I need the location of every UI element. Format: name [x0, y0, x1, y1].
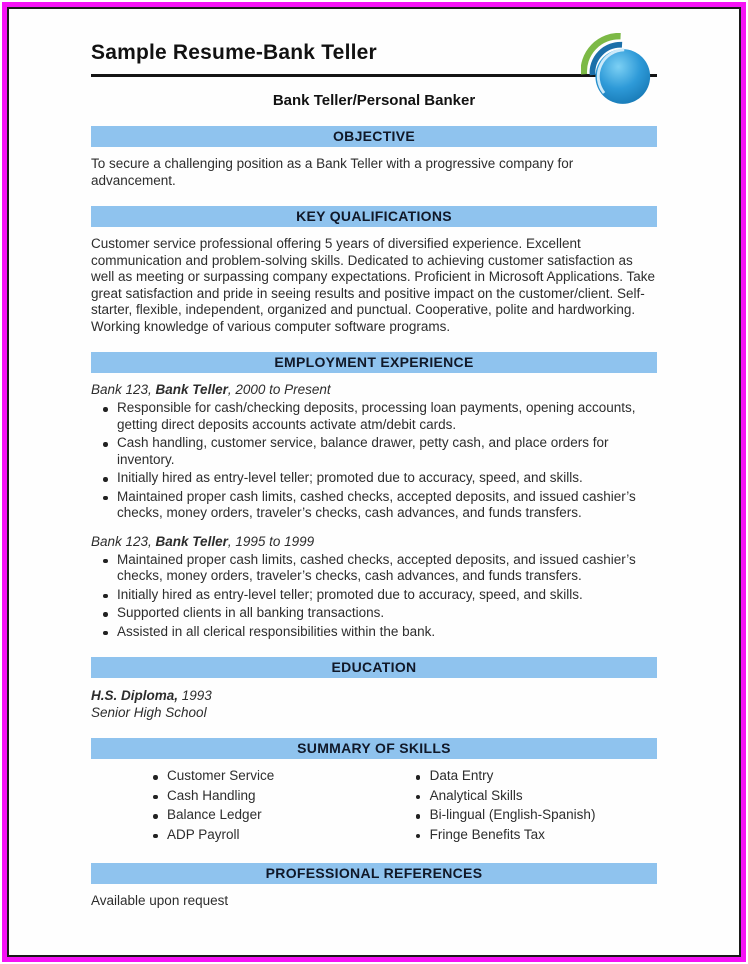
objective-text: To secure a challenging position as a Bank Teller with a progressive company for advancement. [91, 156, 574, 188]
education-entry [91, 687, 657, 721]
section-objective [91, 126, 657, 189]
skill-item: Balance Ledger [167, 807, 414, 824]
education-degree-line [91, 687, 657, 704]
skills-columns [91, 768, 657, 846]
employment-heading: EMPLOYMENT EXPERIENCE [91, 352, 657, 373]
skill-item: Analytical Skills [430, 788, 657, 805]
bullet-item: Assisted in all clerical responsibilities within the bank. [117, 624, 657, 641]
job-2-bullet-list [91, 552, 657, 641]
section-key-qualifications [91, 206, 657, 335]
key-qualifications-heading: KEY QUALIFICATIONS [91, 206, 657, 227]
job-1-heading [91, 382, 657, 397]
skills-column-left [91, 768, 414, 846]
resume-header [91, 41, 657, 65]
skill-item: Cash Handling [167, 788, 414, 805]
skills-heading: SUMMARY OF SKILLS [91, 738, 657, 759]
references-heading: PROFESSIONAL REFERENCES [91, 863, 657, 884]
resume-subtitle: Bank Teller/Personal Banker [272, 92, 476, 109]
section-education [91, 657, 657, 721]
education-heading: EDUCATION [91, 657, 657, 678]
objective-heading: OBJECTIVE [91, 126, 657, 147]
job-2-heading [91, 534, 657, 549]
section-employment-experience [91, 352, 657, 640]
section-summary-of-skills [91, 738, 657, 846]
job-entry-1 [91, 382, 657, 522]
company-logo [581, 33, 653, 107]
education-school: Senior High School [91, 705, 207, 720]
skills-column-right [414, 768, 657, 846]
skills-list-left [91, 768, 414, 843]
job-1-bullet-list [91, 400, 657, 522]
globe-swoosh-icon [581, 33, 653, 107]
job-1-title: Bank Teller [155, 382, 228, 397]
bullet-item: Maintained proper cash limits, cashed checks, accepted deposits, and issued cashier’s checks, money orders, traveler’s checks, cash advances, and funds transfers. [117, 489, 657, 522]
resume-page [7, 7, 741, 957]
job-2-title: Bank Teller [155, 533, 228, 549]
header-divider [91, 74, 657, 77]
bullet-item: Supported clients in all banking transactions. [117, 605, 657, 622]
degree-year: 1993 [181, 688, 212, 703]
job-2-dates: , 1995 to 1999 [227, 533, 315, 549]
key-qualifications-text: Customer service professional offering 5 years of diversified experience. Excellent communication and problem-solving skills. Dedicated to achieving customer satisfaction as well as meeting or surpassing company expectations. Proficient in Microsoft Applications. Take great satisfaction and pride in seeing results and positive impact on the customer/client. Self-starter, flexible, independent, organized and punctual. Cooperative, polite and hardworking. Working knowledge of various computer software programs. [91, 236, 656, 334]
page-frame [2, 2, 746, 962]
skill-item: Data Entry [430, 768, 657, 785]
bullet-item: Initially hired as entry-level teller; promoted due to accuracy, speed, and skills. [117, 470, 657, 487]
skill-item: ADP Payroll [167, 827, 414, 844]
section-professional-references [91, 863, 657, 910]
skill-item: Fringe Benefits Tax [430, 827, 657, 844]
skill-item: Bi-lingual (English-Spanish) [430, 807, 657, 824]
references-text: Available upon request [91, 893, 229, 908]
bullet-item: Initially hired as entry-level teller; promoted due to accuracy, speed, and skills. [117, 587, 657, 604]
bullet-item: Responsible for cash/checking deposits, processing loan payments, opening accounts, getting direct deposits accounts activate atm/debit cards. [117, 400, 657, 433]
skill-item: Customer Service [167, 768, 414, 785]
job-1-dates: , 2000 to Present [227, 382, 331, 397]
bullet-item: Cash handling, customer service, balance drawer, petty cash, and place orders for inventory. [117, 435, 657, 468]
degree-name: H.S. Diploma, [91, 688, 182, 703]
bullet-item: Maintained proper cash limits, cashed checks, accepted deposits, and issued cashier’s checks, money orders, traveler’s checks, cash advances, and funds transfers. [117, 552, 657, 585]
skills-list-right [414, 768, 657, 843]
job-entry-2 [91, 534, 657, 641]
job-1-company: Bank 123, [91, 382, 156, 397]
page-title: Sample Resume-Bank Teller [91, 41, 377, 64]
job-2-company: Bank 123, [91, 533, 156, 549]
